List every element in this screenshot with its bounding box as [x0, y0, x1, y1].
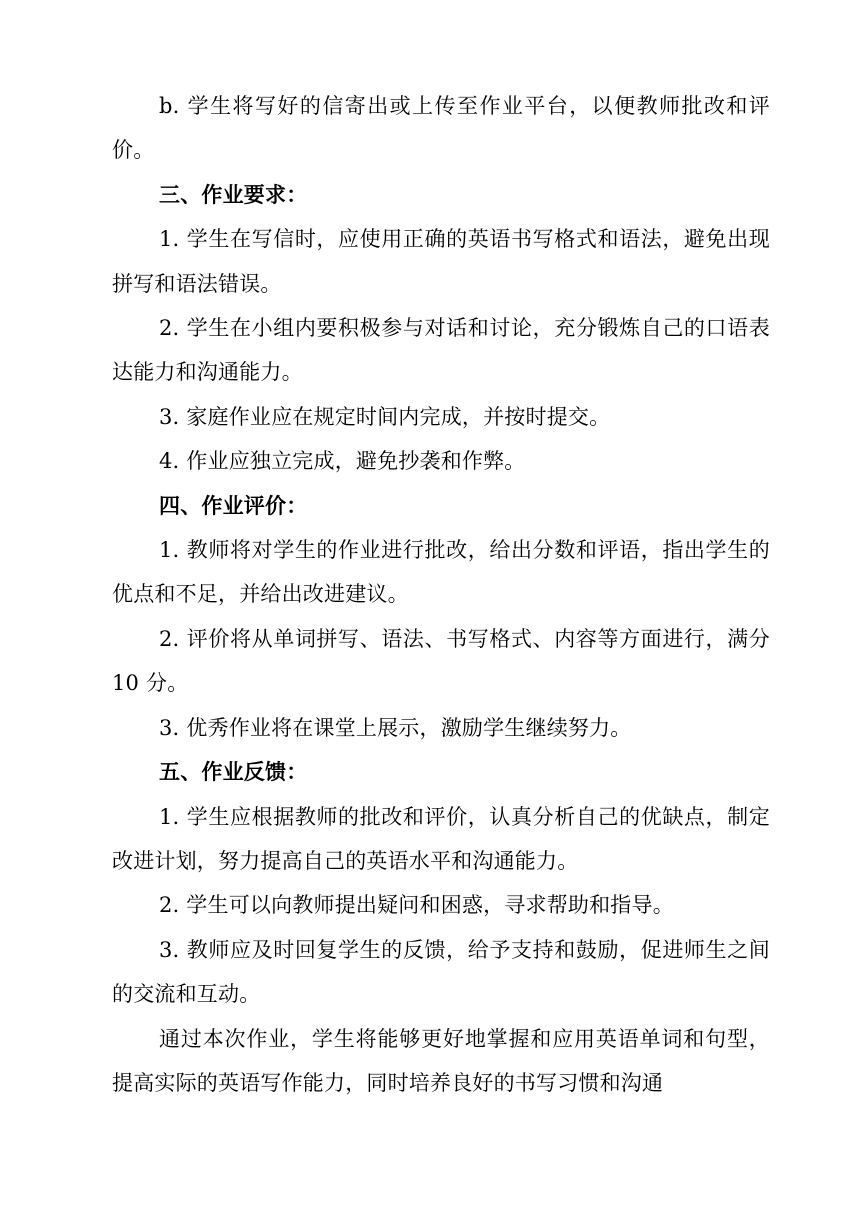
paragraph-feedback-2: 2. 学生可以向教师提出疑问和困惑，寻求帮助和指导。: [159, 893, 674, 918]
paragraph-conclusion: 通过本次作业，学生将能够更好地掌握和应用英语单词和句型，提高实际的英语写作能力，同时培养良好的书写习惯和沟通: [112, 1026, 770, 1095]
paragraph-submit-letter: b. 学生将写好的信寄出或上传至作业平台，以便教师批改和评价。: [112, 94, 770, 163]
paragraph-evaluation-1: 1. 教师将对学生的作业进行批改，给出分数和评语，指出学生的优点和不足，并给出改进建议。: [112, 538, 770, 607]
paragraph-requirement-2: 2. 学生在小组内要积极参与对话和讨论，充分锻炼自己的口语表达能力和沟通能力。: [112, 316, 770, 385]
paragraph-feedback-1: 1. 学生应根据教师的批改和评价，认真分析自己的优缺点，制定改进计划，努力提高自己的英语水平和沟通能力。: [112, 804, 770, 873]
paragraph-requirement-3: 3. 家庭作业应在规定时间内完成，并按时提交。: [159, 404, 611, 429]
paragraph-requirement-1: 1. 学生在写信时，应使用正确的英语书写格式和语法，避免出现拼写和语法错误。: [112, 227, 770, 296]
heading-requirements: 三、作业要求：: [159, 181, 308, 207]
document-page: [112, 84, 770, 1105]
paragraph-feedback-3: 3. 教师应及时回复学生的反馈，给予支持和鼓励，促进师生之间的交流和互动。: [112, 937, 770, 1007]
paragraph-evaluation-2: 2. 评价将从单词拼写、语法、书写格式、内容等方面进行，满分 10 分。: [112, 626, 770, 696]
heading-feedback: 五、作业反馈：: [159, 759, 308, 785]
paragraph-requirement-4: 4. 作业应独立完成，避免抄袭和作弊。: [159, 449, 526, 474]
heading-evaluation: 四、作业评价：: [159, 492, 308, 518]
paragraph-evaluation-3: 3. 优秀作业将在课堂上展示，激励学生继续努力。: [159, 715, 632, 740]
